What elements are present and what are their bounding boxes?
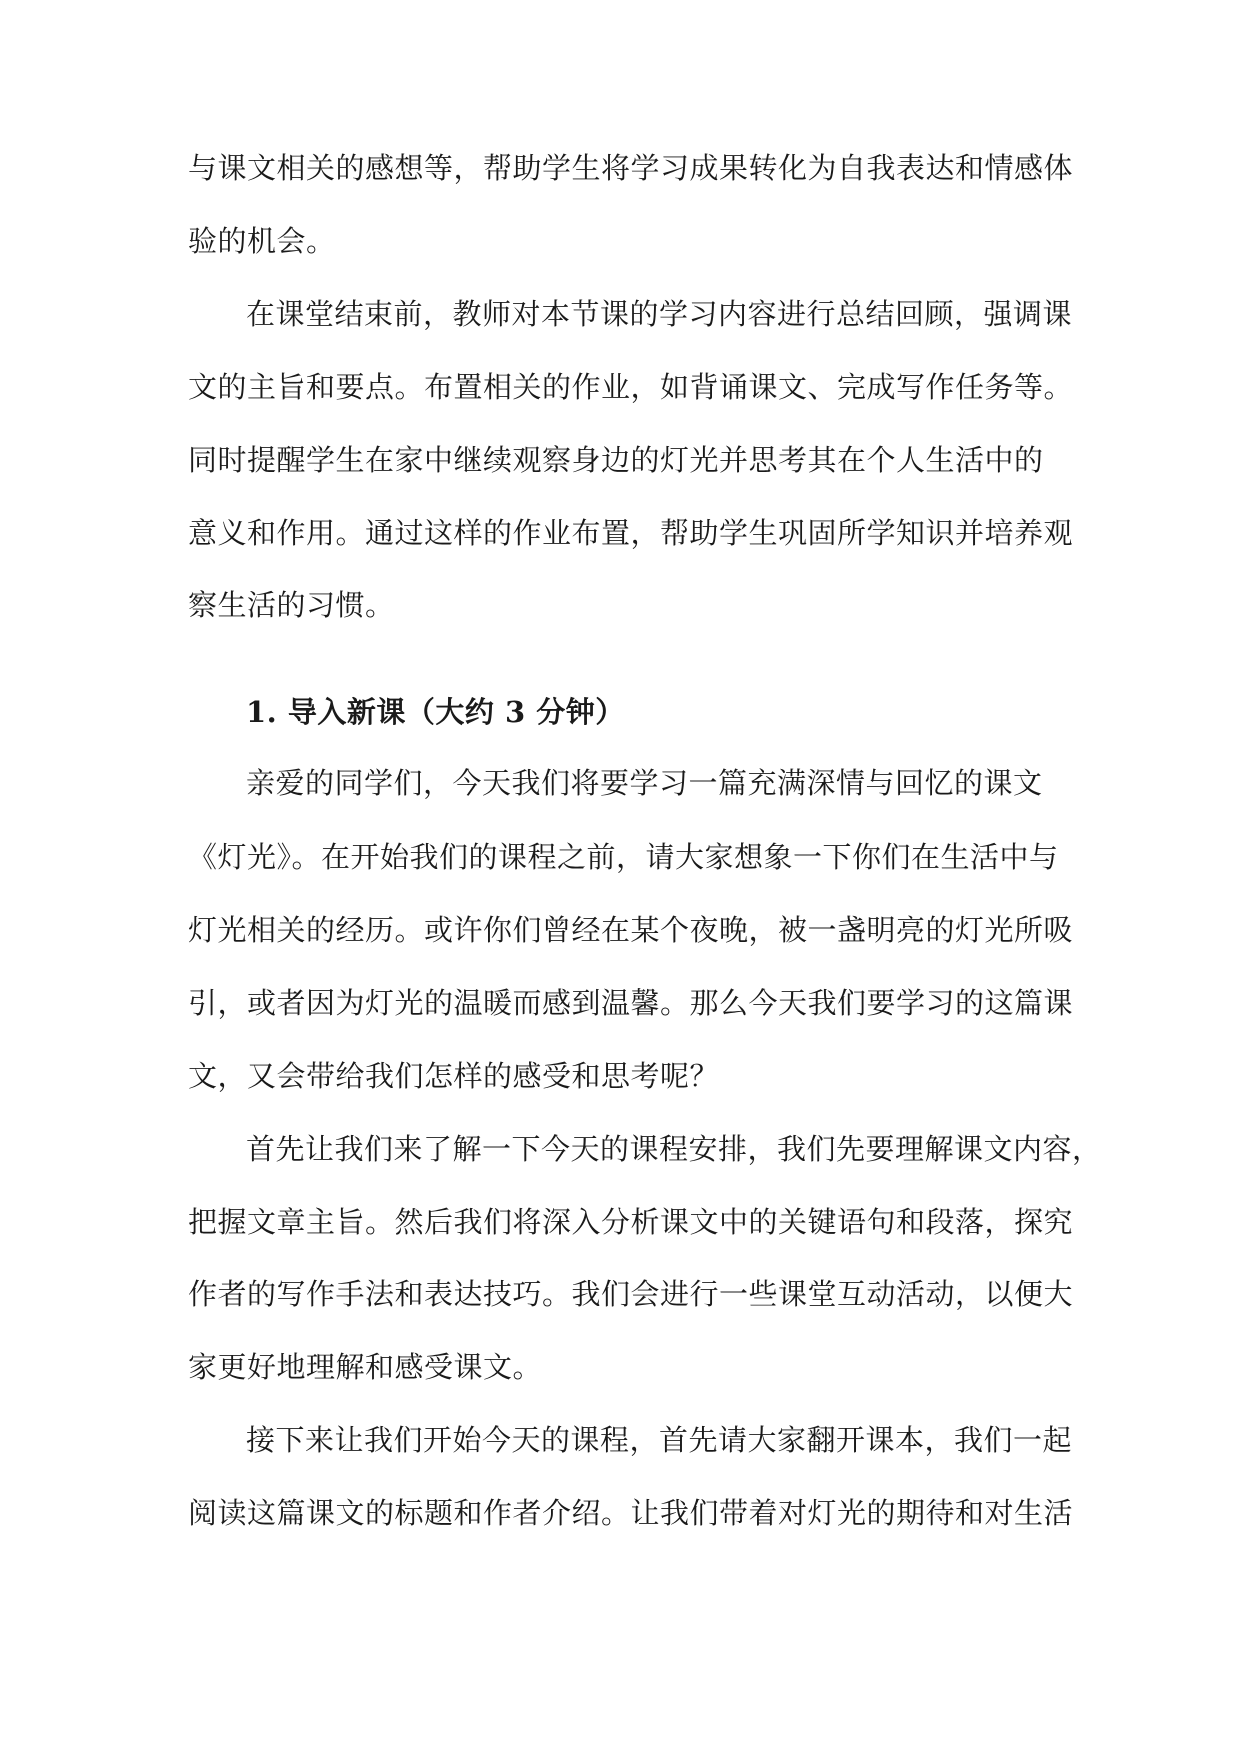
paragraph-first-line: 接下来让我们开始今天的课程，首先请大家翻开课本，我们一起 [246,1423,1073,1457]
text-line: 文的主旨和要点。布置相关的作业，如背诵课文、完成写作任务等。 [188,370,1074,404]
section-heading: 1. 导入新课（大约 3 分钟） [246,695,625,729]
text-line: 把握文章主旨。然后我们将深入分析课文中的关键语句和段落，探究 [188,1205,1074,1239]
text-line: 文，又会带给我们怎样的感受和思考呢？ [188,1059,720,1093]
text-line: 阅读这篇课文的标题和作者介绍。让我们带着对灯光的期待和对生活 [188,1496,1074,1530]
text-line: 与课文相关的感想等，帮助学生将学习成果转化为自我表达和情感体 [188,151,1074,185]
paragraph-first-line: 首先让我们来了解一下今天的课程安排，我们先要理解课文内容， [246,1132,1102,1166]
text-line: 《灯光》。在开始我们的课程之前，请大家想象一下你们在生活中与 [188,840,1059,874]
paragraph-first-line: 在课堂结束前，教师对本节课的学习内容进行总结回顾，强调课 [246,297,1073,331]
text-line: 验的机会。 [188,224,336,258]
text-line: 意义和作用。通过这样的作业布置，帮助学生巩固所学知识并培养观 [188,516,1074,550]
text-line: 引，或者因为灯光的温暖而感到温馨。那么今天我们要学习的这篇课 [188,986,1074,1020]
text-line: 灯光相关的经历。或许你们曾经在某个夜晚，被一盏明亮的灯光所吸 [188,913,1074,947]
paragraph-first-line: 亲爱的同学们，今天我们将要学习一篇充满深情与回忆的课文 [246,766,1043,800]
text-line: 察生活的习惯。 [188,588,395,622]
text-line: 家更好地理解和感受课文。 [188,1350,543,1384]
text-line: 同时提醒学生在家中继续观察身边的灯光并思考其在个人生活中的 [188,443,1044,477]
text-line: 作者的写作手法和表达技巧。我们会进行一些课堂互动活动，以便大 [188,1277,1074,1311]
